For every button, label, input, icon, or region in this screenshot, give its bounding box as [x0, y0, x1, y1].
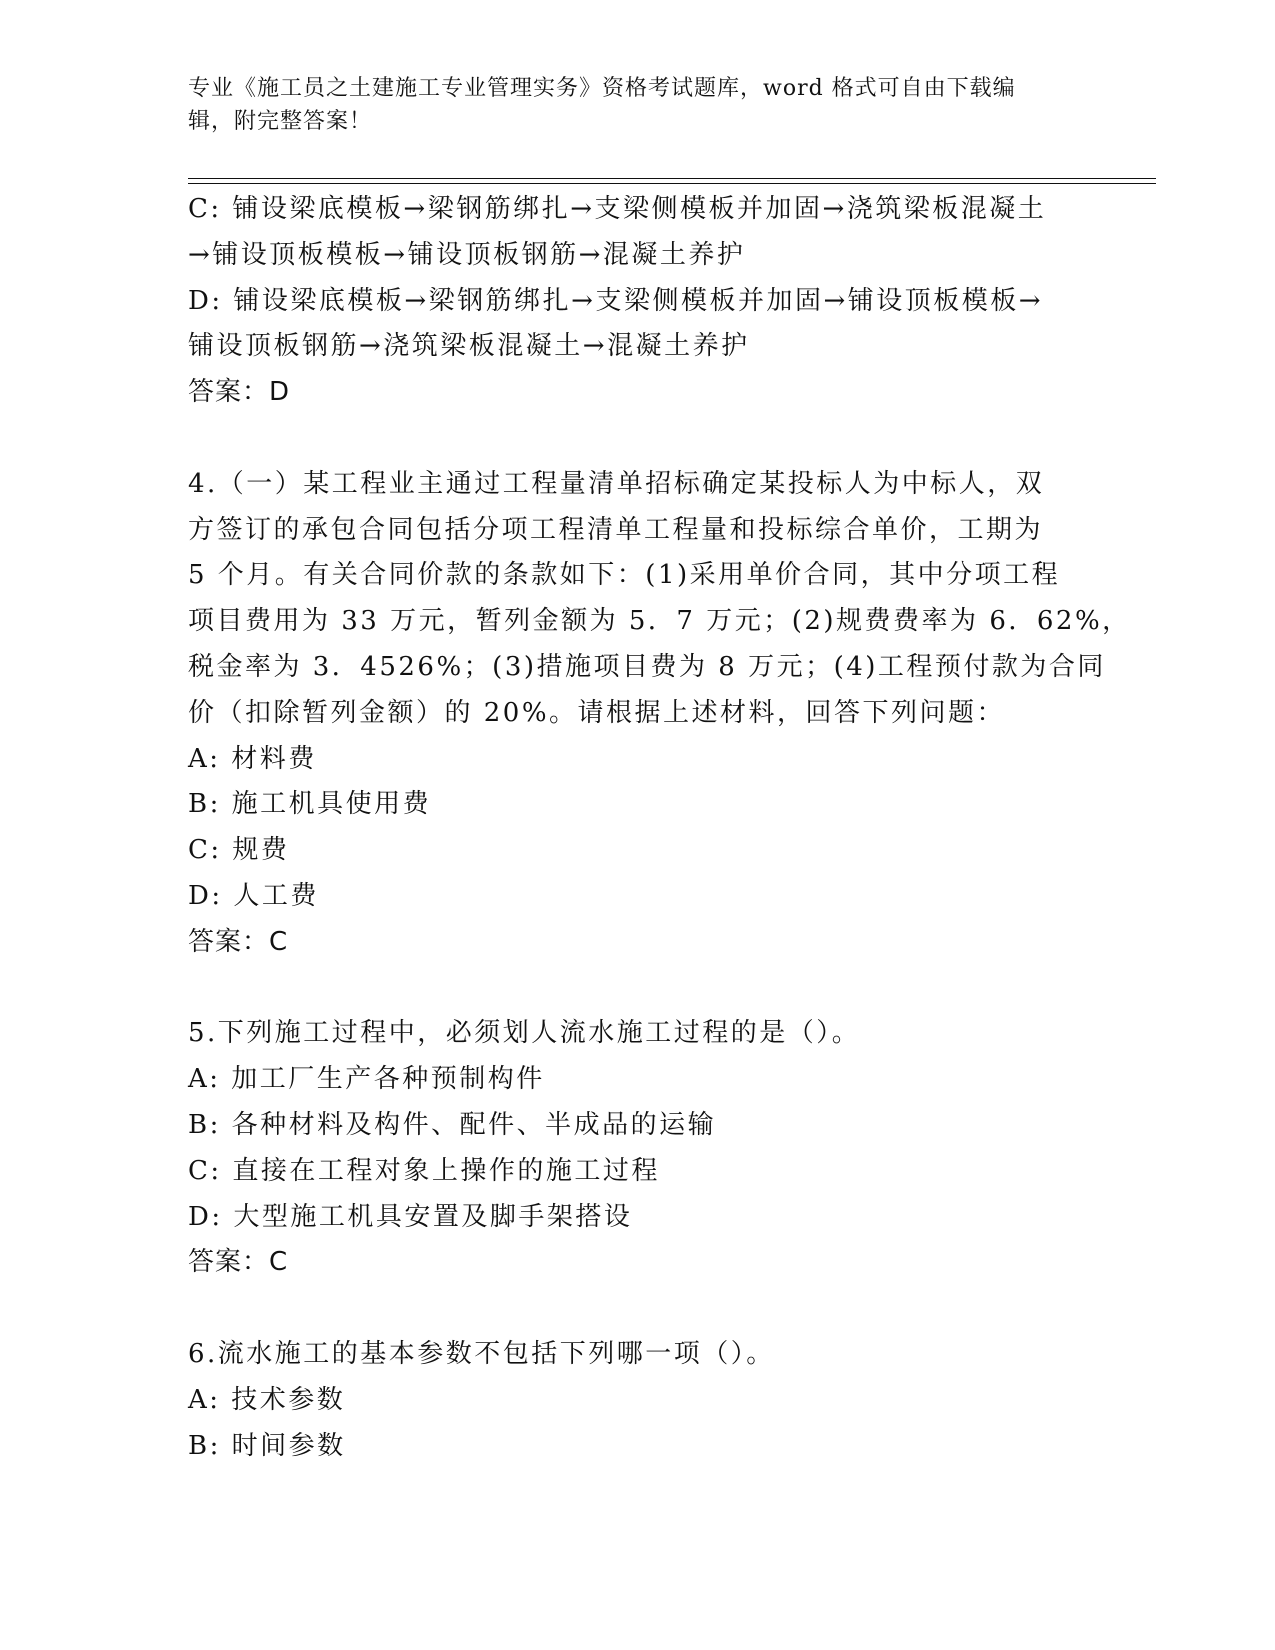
q6-stem: 6.流水施工的基本参数不包括下列哪一项（）。 [188, 1338, 775, 1369]
document-header [188, 72, 1068, 138]
question-6 [188, 1332, 1088, 1469]
document-body [188, 187, 1131, 1469]
q4-stem-line-6: 价（扣除暂列金额）的 20%。请根据上述材料，回答下列问题： [188, 697, 1006, 728]
q4-stem-line-5: 税金率为 3．4526%；(3)措施项目费为 8 万元；(4)工程预付款为合同 [188, 651, 1106, 682]
spacer [188, 416, 1088, 462]
header-divider-bottom [188, 183, 1156, 184]
q3-option-c-line-1: C: 铺设梁底模板→梁钢筋绑扎→支梁侧模板并加固→浇筑梁板混凝土 [188, 194, 1047, 224]
header-line-2: 辑，附完整答案！ [188, 109, 373, 134]
q4-option-b: B: 施工机具使用费 [188, 789, 432, 820]
question-3 [188, 187, 1088, 416]
q4-answer: 答案：C [188, 926, 289, 957]
spacer [188, 966, 1088, 1012]
q6-option-b: B: 时间参数 [188, 1430, 346, 1461]
q3-option-c-line-2: →铺设顶板模板→铺设顶板钢筋→混凝土养护 [188, 239, 746, 270]
header-divider-top [188, 178, 1156, 179]
question-5 [188, 1011, 1088, 1286]
q5-stem: 5.下列施工过程中，必须划人流水施工过程的是（）。 [188, 1018, 861, 1049]
question-4 [188, 462, 1131, 966]
q5-option-a: A: 加工厂生产各种预制构件 [188, 1064, 545, 1095]
q4-option-c: C: 规费 [188, 835, 290, 866]
q5-option-d: D: 大型施工机具安置及脚手架搭设 [188, 1201, 633, 1232]
q5-option-b: B: 各种材料及构件、配件、半成品的运输 [188, 1109, 717, 1140]
q4-stem-line-3: 5 个月。有关合同价款的条款如下：(1)采用单价合同，其中分项工程 [188, 560, 1061, 591]
q5-answer: 答案：C [188, 1247, 289, 1278]
q3-option-d-line-2: 铺设顶板钢筋→浇筑梁板混凝土→混凝土养护 [188, 331, 750, 362]
q4-option-d: D: 人工费 [188, 880, 319, 911]
q3-answer: 答案：D [188, 377, 291, 408]
header-line-1: 专业《施工员之土建施工专业管理实务》资格考试题库，word 格式可自由下载编 [188, 76, 1016, 101]
q4-option-a: A: 材料费 [188, 743, 317, 774]
q3-option-d-line-1: D: 铺设梁底模板→梁钢筋绑扎→支梁侧模板并加固→铺设顶板模板→ [188, 285, 1044, 316]
q4-stem-line-2: 方签订的承包合同包括分项工程清单工程量和投标综合单价，工期为 [188, 514, 1044, 545]
q6-option-a: A: 技术参数 [188, 1384, 346, 1415]
spacer [188, 1286, 1088, 1332]
q4-stem-line-1: 4.（一）某工程业主通过工程量清单招标确定某投标人为中标人，双 [188, 468, 1045, 499]
q5-option-c: C: 直接在工程对象上操作的施工过程 [188, 1155, 660, 1186]
q4-stem-line-4: 项目费用为 33 万元，暂列金额为 5．7 万元；(2)规费费率为 6．62%， [188, 606, 1131, 637]
